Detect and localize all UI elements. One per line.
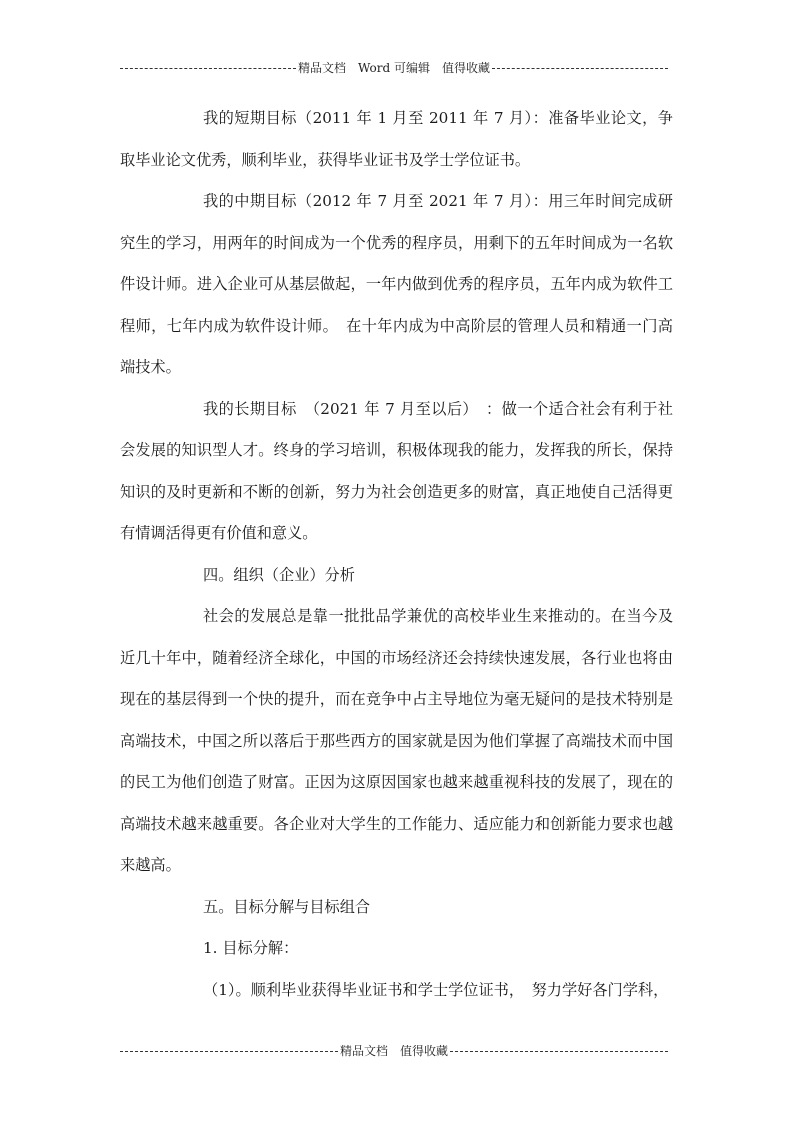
footer-text: 精品文档 值得收藏 — [340, 1044, 449, 1058]
section-heading-goal-decomposition: 五。目标分解与目标组合 — [203, 897, 371, 916]
page-header — [120, 61, 668, 75]
paragraph-organization-analysis: 社会的发展总是靠一批批品学兼优的高校毕业生来推动的。在当今及近几十年中，随着经济全球化，中国的市场经济还会持续快速发展，各行业也将由现在的基层得到一个快的提升，而在竞争中占主导地位为毫无疑问的是技术特别是高端技术，中国之所以落后于那些西方的国家就是因为他们掌握了高端技术而中国的民工为他们创造了财富。正因为这原因国家也越来越重视科技的发展了，现在的高端技术越来越重要。各企业对大学生的工作能力、适应能力和创新能力要求也越来越高。 — [120, 607, 673, 874]
subheading-goal-decomposition: 1. 目标分解： — [203, 939, 299, 957]
paragraph-long-term-goal: 我的长期目标 （2021 年 7 月至以后） ：做一个适合社会有利于社会发展的知识型人才。终身的学习培训，积极体现我的能力，发挥我的所长，保持知识的及时更新和不断的创新，努力为社会创造更多的财富，真正地使自己活得更有情调活得更有价值和意义。 — [120, 399, 673, 542]
header-text: 精品文档 Word 可编辑 值得收藏 — [298, 61, 490, 75]
page-footer — [120, 1044, 668, 1058]
header-rule-right — [492, 68, 668, 69]
section-heading-organization-analysis: 四。组织（企业）分析 — [203, 565, 355, 584]
paragraph-short-term-goal: 我的短期目标（2011 年 1 月至 2011 年 7 月）：准备毕业论文，争取毕业论文优秀，顺利毕业，获得毕业证书及学士学位证书。 — [120, 109, 673, 169]
header-rule-left — [120, 68, 296, 69]
footer-rule-left — [120, 1051, 338, 1052]
paragraph-mid-term-goal: 我的中期目标（2012 年 7 月至 2021 年 7 月）：用三年时间完成研究生的学习，用两年的时间成为一个优秀的程序员，用剩下的五年时间成为一名软件设计师。进入企业可从基层做起，一年内做到优秀的程序员，五年内成为软件工程师，七年内成为软件设计师。 在十年内成为中高阶层的管理人员和精通一门高端技术。 — [120, 192, 673, 376]
footer-rule-right — [450, 1051, 668, 1052]
paragraph-goal-item-1: （1）。顺利毕业获得毕业证书和学士学位证书， 努力学好各门学科， — [203, 980, 669, 999]
document-body — [120, 98, 673, 1011]
